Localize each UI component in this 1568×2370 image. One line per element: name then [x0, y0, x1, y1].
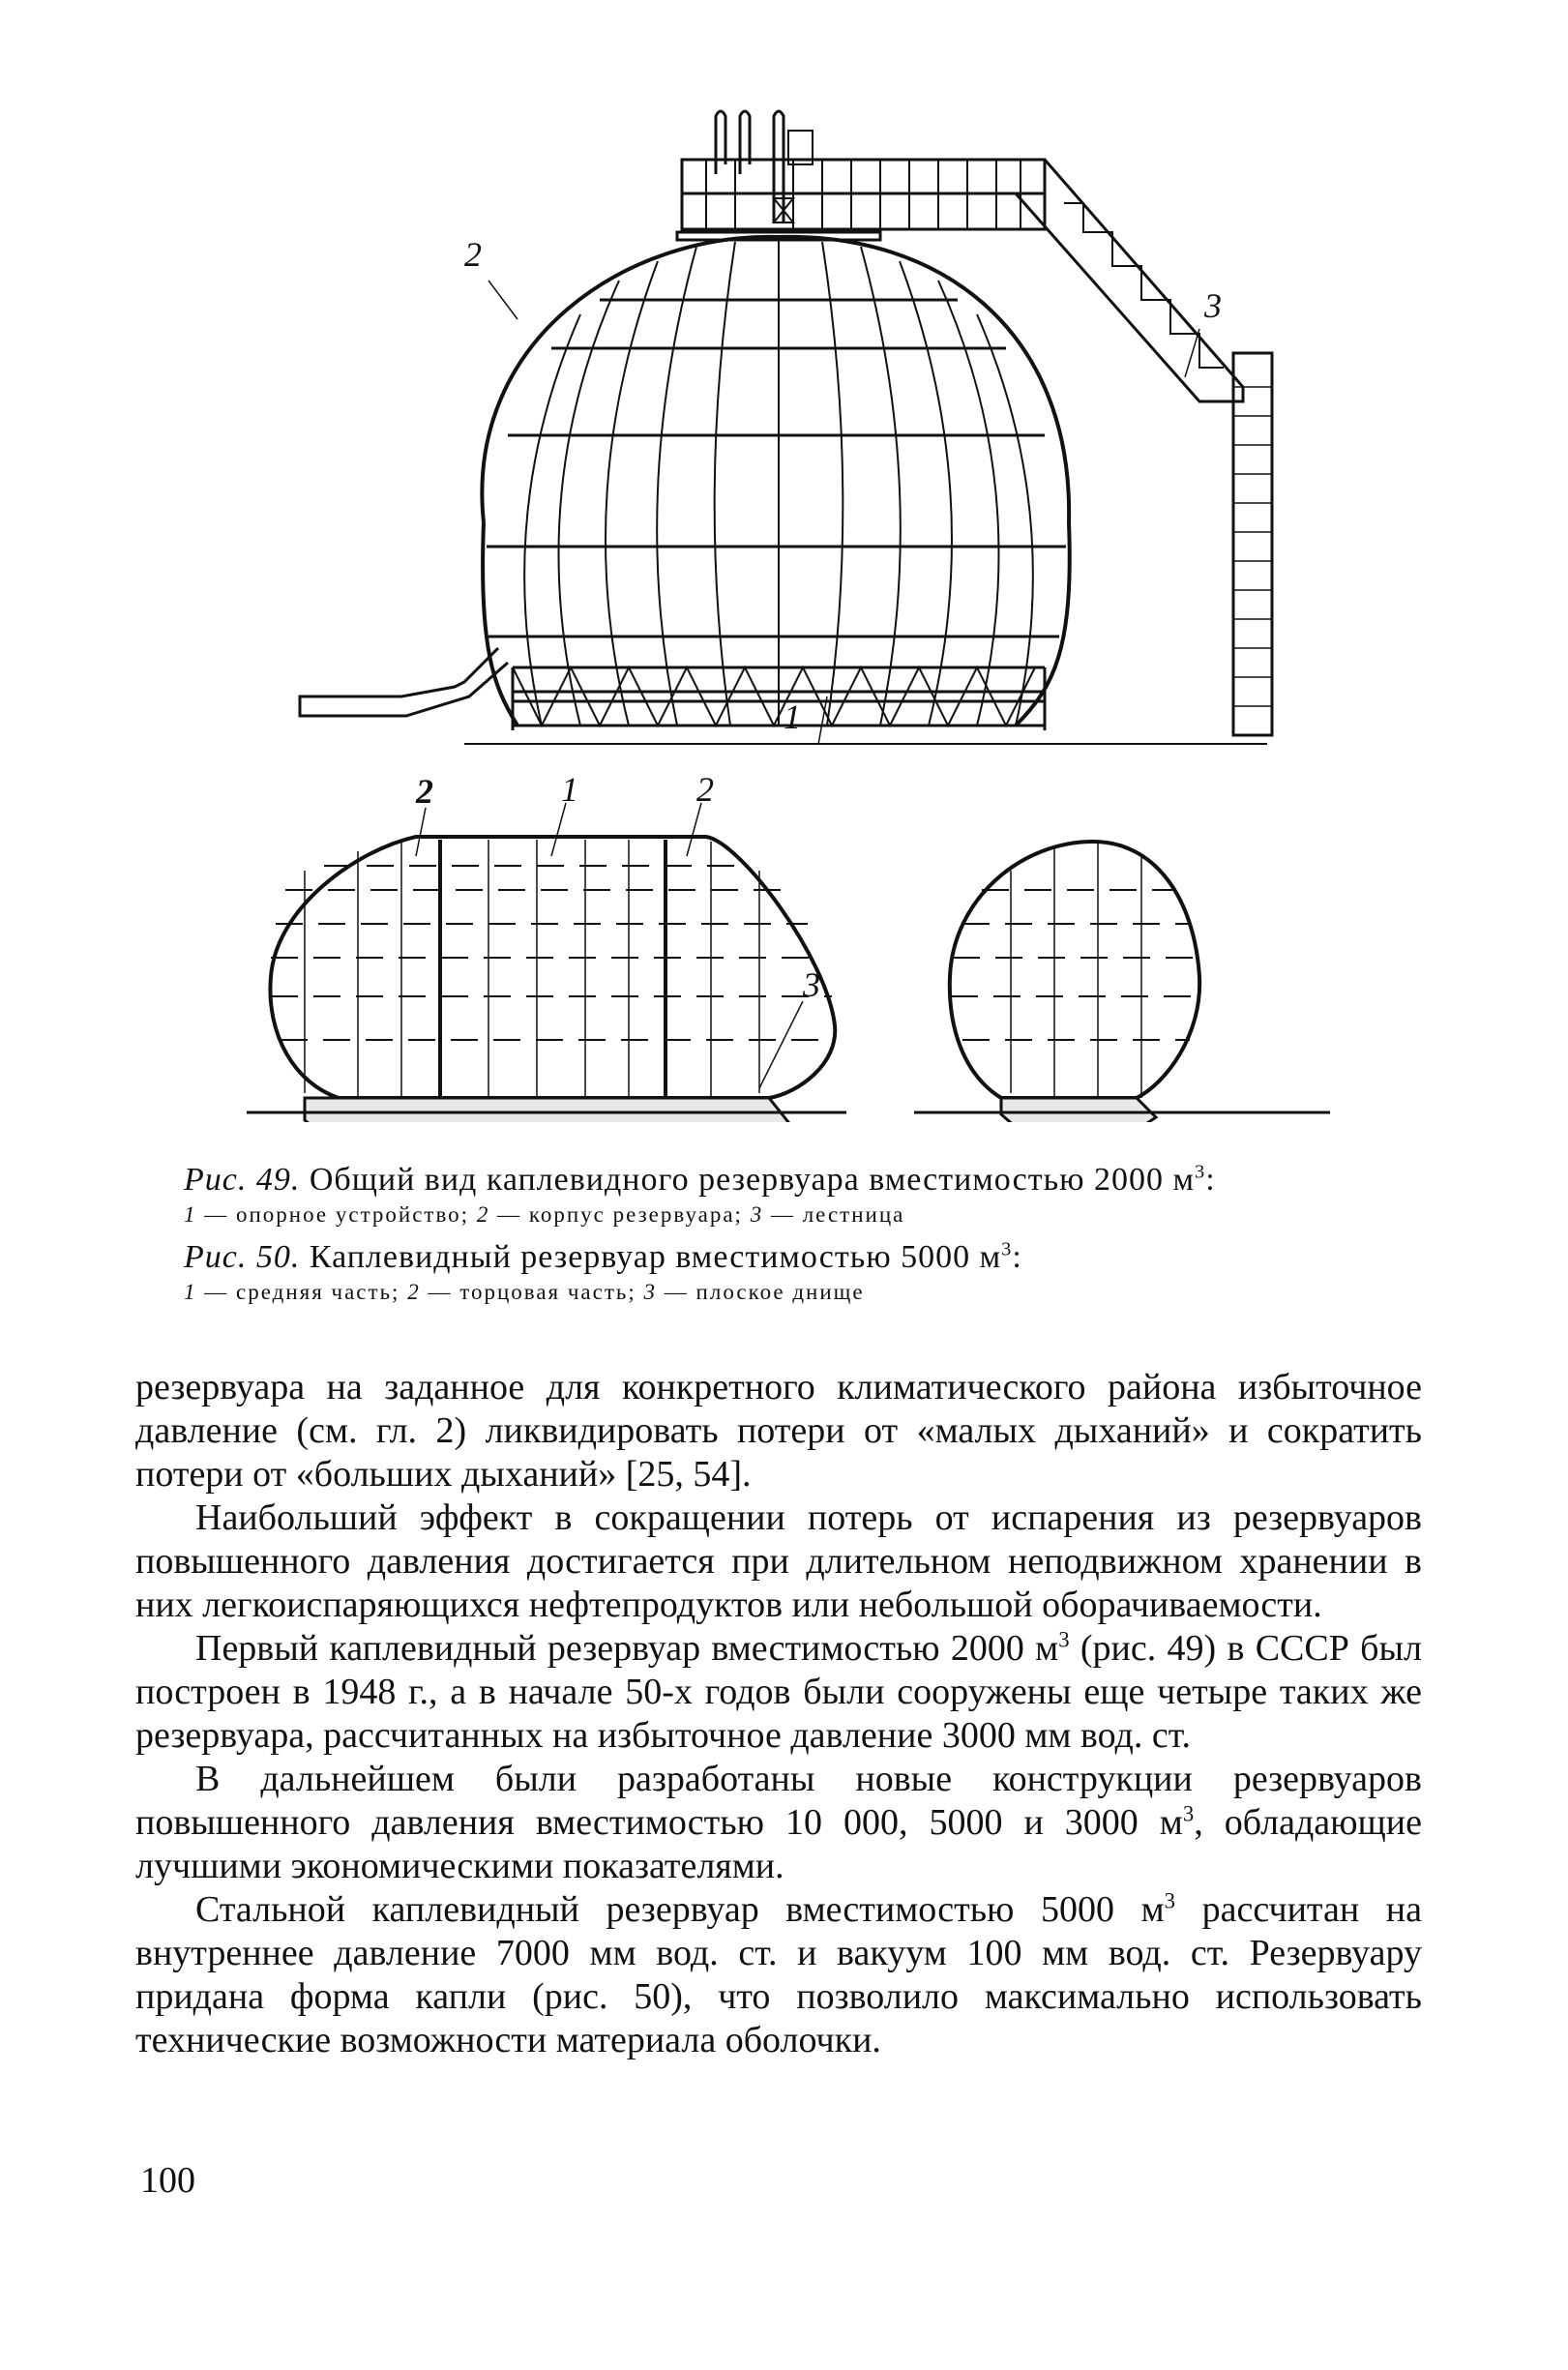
- figure-49-legend: 1 — опорное устройство; 2 — корпус резервуара; 3 — лестница: [184, 1202, 905, 1227]
- inlet-pipe: [300, 648, 508, 716]
- figure-49-label-1: 1: [784, 697, 801, 736]
- label-3: 3: [1204, 286, 1222, 325]
- paragraph-2: Наибольший эффект в сокращении потерь от испарения из резервуаров повышенного давления достигается при длительном неподвижном хранении в них легкоиспаряющихся нефтепродуктов или небольшой оборачиваемости.: [135, 1497, 1422, 1625]
- figure-50-legend: 1 — средняя часть; 2 — торцовая часть; 3 — плоское днище: [184, 1280, 865, 1304]
- figure-49-caption: [184, 1161, 1422, 1230]
- figure-49-drawing: [281, 106, 1306, 745]
- paragraph-5: Стальной каплевидный резервуар вместимостью 5000 $м^3$ рассчитан на внутреннее давление 7000 мм вод. ст. и вакуум 100 мм вод. ст. Резервуару придана форма капли (рис. 50), что позволило максимально использовать технические возможности материала оболочки.: [135, 1888, 1422, 2060]
- label-2-left: 2: [416, 772, 433, 811]
- drop-tank-5000-illustration: [247, 764, 1340, 1122]
- label-3: 3: [803, 965, 820, 1004]
- figure-50-title: Рис. 50. Каплевидный резервуар вместимостью 5000 $м^3$:: [184, 1238, 1022, 1275]
- paragraph-3: Первый каплевидный резервуар вместимостью 2000 $м^3$ (рис. 49) в СССР был построен в 1948 г., а в начале 50-х годов были сооружены еще четыре таких же резервуара, рассчитанных на избыточное давление 3000 мм вод. ст.: [135, 1627, 1422, 1756]
- figure-50-caption: [184, 1238, 1422, 1308]
- flat-bottom: [305, 1098, 788, 1122]
- drop-tank-shell: [950, 842, 1199, 1098]
- stair: [1016, 160, 1243, 401]
- drop-tank-2000-illustration: [281, 106, 1306, 745]
- label-2: 2: [464, 235, 482, 274]
- paragraph-4: В дальнейшем были разработаны новые конструкции резервуаров повышенного давления вместимостью 10 000, 5000 и 3000 $м^3$, обладающие лучшими экономическими показателями.: [135, 1759, 1422, 1886]
- paragraph-1: резервуара на заданное для конкретного климатического района избыточное давление (см. гл. 2) ликвидировать потери от «малых дыханий» и сократить потери от «больших дыханий» [25, 54].: [135, 1367, 1422, 1495]
- figure-49-title: Рис. 49. Общий вид каплевидного резервуара вместимостью 2000 $м^3$:: [184, 1161, 1216, 1198]
- figure-49-number: Рис. 49.: [184, 1162, 301, 1198]
- tank-shell: [482, 237, 1069, 726]
- label-2-right: 2: [696, 770, 714, 809]
- figure-50-drawing: [247, 764, 1340, 1122]
- body-text: [135, 1366, 1422, 2062]
- label-1: 1: [561, 770, 578, 809]
- figure-50-number: Рис. 50.: [184, 1239, 301, 1275]
- long-tank-shell: [270, 837, 835, 1098]
- page-number: 100: [140, 2160, 195, 2201]
